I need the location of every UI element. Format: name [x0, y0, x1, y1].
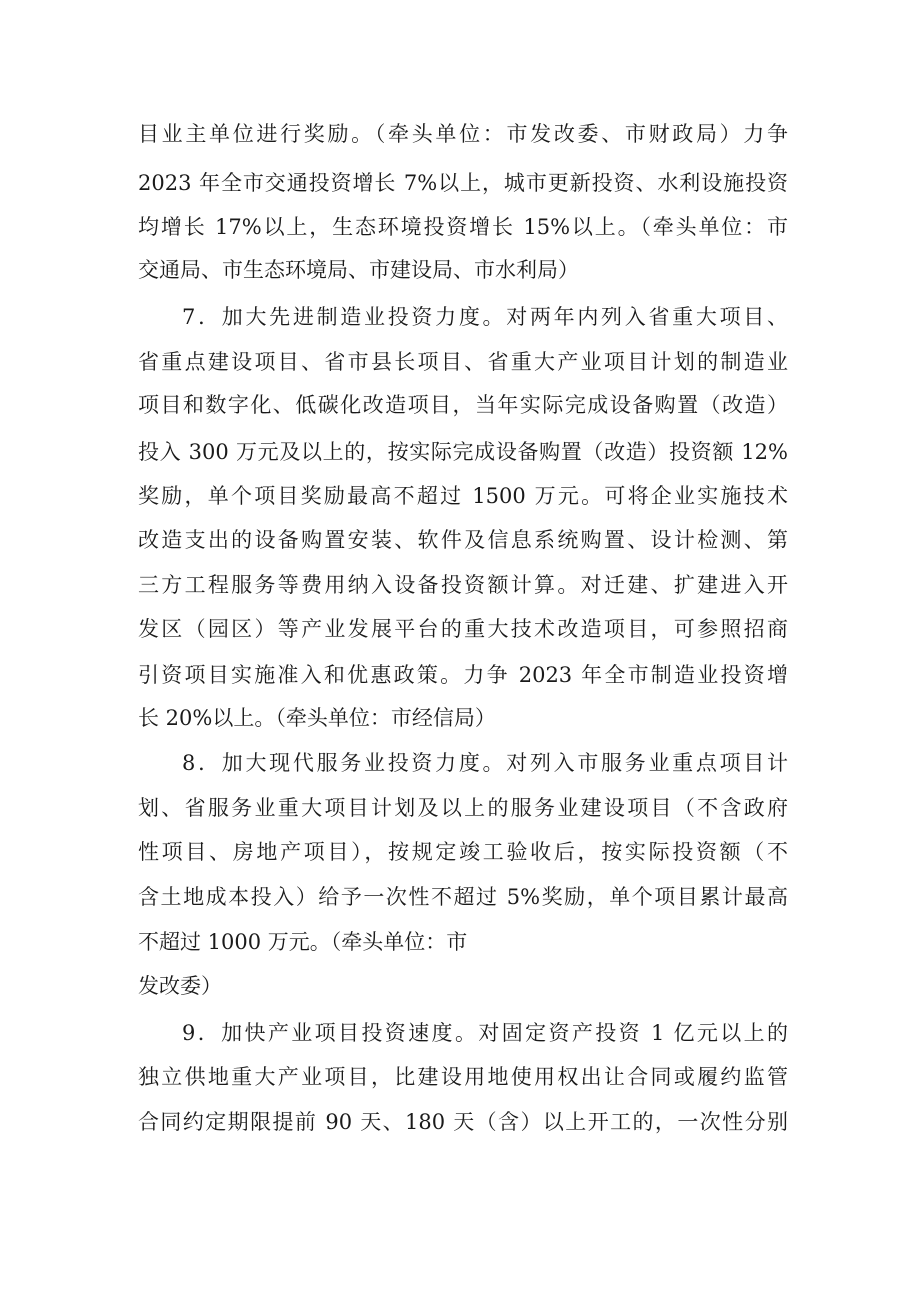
text-line: 独立供地重大产业项目，比建设用地使用权出让合同或履约监管 — [138, 1065, 788, 1089]
text-line: 2023 年全市交通投资增长 7%以上，城市更新投资、水利设施投资 — [138, 171, 788, 195]
text-line: 发区（园区）等产业发展平台的重大技术改造项目，可参照招商 — [138, 617, 788, 641]
text-line: 奖励，单个项目奖励最高不超过 1500 万元。可将企业实施技术 — [138, 484, 788, 508]
text-line: 合同约定期限提前 90 天、180 天（含）以上开工的，一次性分别 — [138, 1110, 788, 1134]
text-line: 不超过 1000 万元。（牵头单位：市 — [138, 930, 468, 954]
text-line: 目业主单位进行奖励。（牵头单位：市发改委、市财政局）力争 — [138, 122, 788, 146]
text-line: 均增长 17%以上，生态环境投资增长 15%以上。（牵头单位：市 — [138, 215, 788, 239]
text-line: 交通局、市生态环境局、市建设局、市水利局） — [138, 258, 579, 282]
text-line: 长 20%以上。（牵头单位：市经信局） — [138, 706, 496, 730]
text-line: 改造支出的设备购置安装、软件及信息系统购置、设计检测、第 — [138, 528, 788, 552]
text-line: 投入 300 万元及以上的，按实际完成设备购置（改造）投资额 12% — [138, 440, 788, 464]
text-line: 省重点建设项目、省市县长项目、省重大产业项目计划的制造业 — [138, 350, 788, 374]
text-line: 9．加快产业项目投资速度。对固定资产投资 1 亿元以上的 — [182, 1021, 788, 1045]
text-line: 性项目、房地产项目），按规定竣工验收后，按实际投资额（不 — [138, 840, 788, 864]
text-line: 划、省服务业重大项目计划及以上的服务业建设项目（不含政府 — [138, 796, 788, 820]
text-line: 发改委） — [138, 974, 222, 998]
text-line: 引资项目实施准入和优惠政策。力争 2023 年全市制造业投资增 — [138, 663, 788, 687]
text-line: 含土地成本投入）给予一次性不超过 5%奖励，单个项目累计最高 — [138, 885, 788, 909]
text-line: 8．加大现代服务业投资力度。对列入市服务业重点项目计 — [182, 751, 788, 775]
text-line: 三方工程服务等费用纳入设备投资额计算。对迁建、扩建进入开 — [138, 573, 788, 597]
text-line: 7．加大先进制造业投资力度。对两年内列入省重大项目、 — [182, 305, 788, 329]
text-line: 项目和数字化、低碳化改造项目，当年实际完成设备购置（改造） — [138, 393, 788, 417]
